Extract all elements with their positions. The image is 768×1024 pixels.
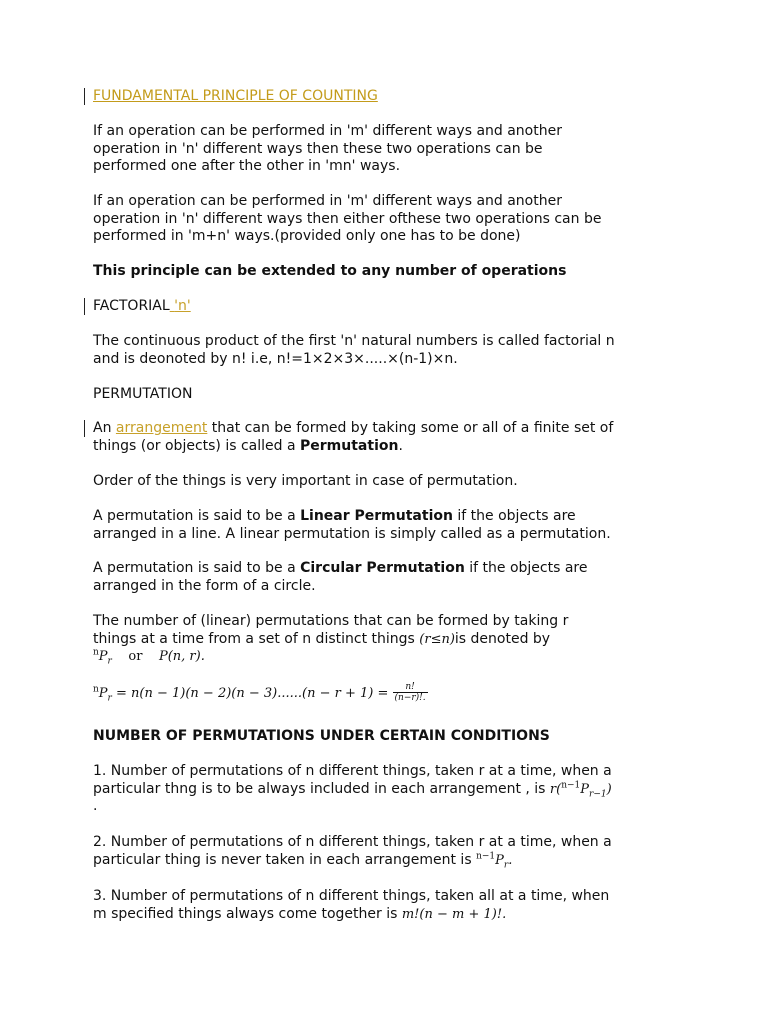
text-line: and is deonoted by n! i.e, n!=1×2×3×.....×(n-1)×n. [93, 350, 458, 367]
text-cursor [84, 298, 85, 315]
paragraph-8 [93, 560, 693, 595]
condition-2 [93, 834, 693, 869]
math-notation: $^nP_r$ or P(n, r). [93, 647, 205, 667]
text-line: A permutation is said to be a Circular Permutation if the objects are [93, 560, 588, 576]
text-cursor [84, 88, 85, 105]
paragraph-1 [93, 123, 693, 176]
paragraph-2 [93, 193, 693, 246]
formula-text: $^nP_r = n(n - 1)(n - 2)(n - 3)......(n - r + 1)$ = [93, 684, 389, 704]
condition-1 [93, 763, 693, 816]
text-line: things (or objects) is called a Permutation. [93, 437, 403, 454]
math-expression: $r(^{n-1}P_{r-1})$ [549, 780, 612, 800]
condition-3 [93, 888, 693, 923]
text-line: operation in 'n' different ways then either ofthese two operations can be [93, 210, 602, 227]
text-line: A permutation is said to be a Linear Permutation if the objects are [93, 508, 576, 524]
text-line: If an operation can be performed in 'm' different ways and another [93, 193, 562, 209]
paragraph-3 [93, 263, 693, 281]
text-line: particular thing is never taken in each arrangement is $^{n-1}P_r$. [93, 851, 513, 871]
factorial-n-link[interactable]: 'n' [174, 298, 191, 314]
text-line: . [93, 798, 98, 814]
permutation-formula [93, 682, 693, 703]
math-expression: $^{n-1}P_r$. [476, 851, 513, 871]
text-line: 1. Number of permutations of n different things, taken r at a time, when a [93, 763, 612, 779]
text-line: performed in 'm+n' ways.(provided only one has to be done) [93, 228, 521, 244]
text-line: The continuous product of the first 'n' natural numbers is called factorial n [93, 333, 615, 349]
text-line: performed one after the other in 'mn' ways. [93, 158, 401, 174]
text-line: The number of (linear) permutations that can be formed by taking r [93, 613, 569, 629]
paragraph-9 [93, 613, 693, 666]
paragraph-6: Order of the things is very important in case of permutation. [93, 473, 518, 489]
factorial-heading [93, 298, 693, 316]
text-line: 3. Number of permutations of n different things, taken all at a time, when [93, 888, 610, 904]
paragraph-4 [93, 333, 693, 368]
text-line: 2. Number of permutations of n different things, taken r at a time, when a [93, 834, 612, 850]
bold-text: This principle can be extended to any number of operations [93, 263, 567, 279]
text-line: operation in 'n' different ways then these two operations can be [93, 140, 543, 157]
permutation-heading: PERMUTATION [93, 386, 193, 402]
heading-link[interactable]: FUNDAMENTAL PRINCIPLE OF COUNTING [93, 88, 378, 104]
conditions-heading: NUMBER OF PERMUTATIONS UNDER CERTAIN CONDITIONS [93, 728, 550, 744]
text-line: m specified things always come together is m!(n − m + 1)!. [93, 905, 507, 922]
text-line: arranged in a line. A linear permutation is simply called as a permutation. [93, 525, 611, 542]
text-line: things at a time from a set of n distinct things (r≤n)is denoted by [93, 630, 551, 647]
arrangement-link[interactable]: arrangement [115, 420, 208, 436]
factorial-label: FACTORIAL [93, 298, 170, 314]
math-condition: (r≤n) [419, 631, 455, 647]
section-heading [93, 88, 693, 106]
paragraph-5 [93, 420, 693, 455]
paragraph-7 [93, 508, 693, 543]
text-line: If an operation can be performed in 'm' different ways and another [93, 123, 562, 139]
fraction: $\frac{n!}{(n-r)!.}$ [394, 682, 426, 703]
text-cursor [84, 420, 85, 437]
text-line: An arrangement that can be formed by taking some or all of a finite set of [93, 420, 614, 436]
math-expression: m!(n − m + 1)!. [401, 906, 507, 922]
text-line: arranged in the form of a circle. [93, 577, 316, 594]
text-line: particular thng is to be always included in each arrangement , is $r(^{n-1}P_{r-1})$ [93, 780, 612, 800]
